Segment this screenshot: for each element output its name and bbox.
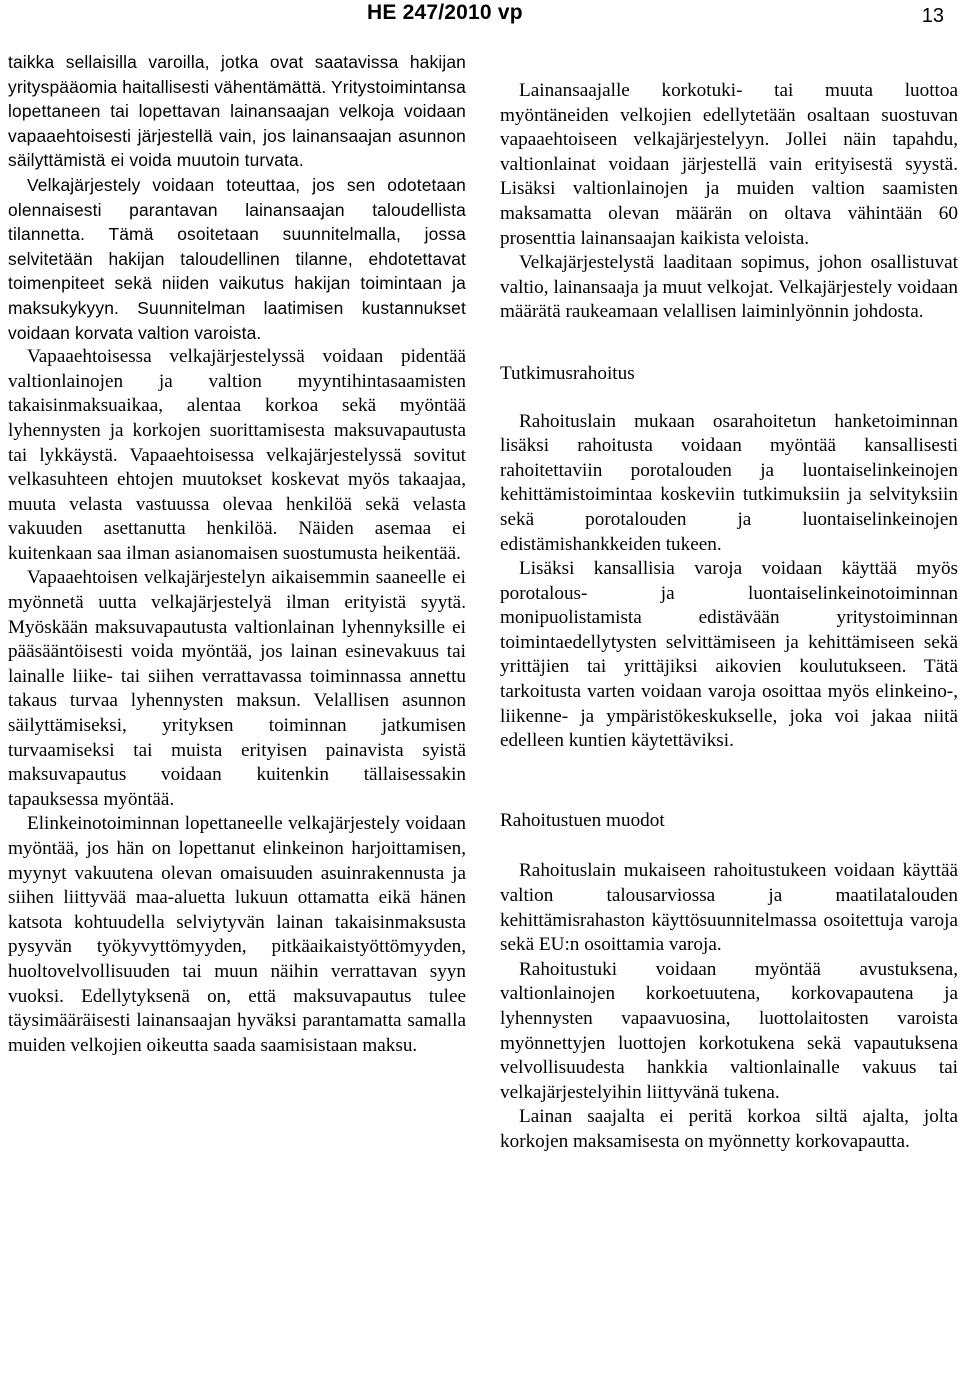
section-heading-rahoitustuen-muodot: Rahoitustuen muodot <box>500 809 665 831</box>
paragraph: Rahoitustuki voidaan myöntää avustuksena, valtionlainojen korkoetuutena, korkovapautena ja lyhennysten vapaavuosina, luottolaitosten varoista myönnettyjen luottojen korkotukena sekä vapautuksena velvollisuudesta hankkia valtionlainalle vakuus tai velkajärjestelyihin liittyvänä tukena. <box>500 958 958 1103</box>
paragraph: Vapaaehtoisen velkajärjestelyn aikaisemmin saaneelle ei myönnetä uutta velkajärjestelyä ilman erityistä syytä. Myöskään maksuvapautusta valtionlainan lyhennyksille ei pääsääntöisesti voida myöntää, jos lainan esinevakuus tai lainalle liike- tai siihen verrattavassa toiminnassa annettu takaus turvaa lyhennysten maksun. Velallisen asunnon säilyttämiseksi, yrityksen toiminnan jatkumisen turvaamiseksi tai muista erityisen painavista syistä maksuvapautus voidaan kuitenkin tällaisessakin tapauksessa myöntää. <box>8 567 466 810</box>
paragraph: Rahoituslain mukaan osarahoitetun hanketoiminnan lisäksi rahoitusta voidaan myöntää kansallisesti rahoitettaviin porotalouden ja luontaiselinkeinojen kehittämistoimintaa koskeviin tutkimuksiin ja selvityksiin sekä porotalouden ja luontaiselinkeinojen edistämishankkeiden tukeen. <box>500 410 958 555</box>
document-identifier: HE 247/2010 vp <box>367 1 523 24</box>
paragraph: Elinkeinotoiminnan lopettaneelle velkajärjestely voidaan myöntää, jos hän on lopettanut elinkeinon harjoittamisen, myynyt vakuutena olevan omaisuuden asuinrakennusta ja siihen liittyvää maa-aluetta lukuun ottamatta eikä hänen katsota kohtuudella selviytyvän lainan takaisinmaksusta pysyvän työkyvyttömyyden, pitkäaikaistyöttömyyden, huoltovelvollisuuden tai muun näihin verrattavan syyn vuoksi. Edellytyksenä on, että maksuvapautus tulee täysimääräisesti lainansaajan hyväksi parantamatta samalla muiden velkojien oikeutta saada saamisistaan maksu. <box>8 813 466 1056</box>
paragraph: Vapaaehtoisessa velkajärjestelyssä voidaan pidentää valtionlainojen ja valtion myyntihintasaamisten takaisinmaksuaikaa, alentaa korkoa sekä myöntää lyhennysten ja korkojen suorittamisesta maksuvapautusta tai lykkäystä. Vapaaehtoisessa velkajärjestelyssä sovitut velkasuhteen ehtojen muutokset koskevat myös takaajaa, muuta velasta vastuussa olevaa henkilöä sekä velasta vakuuden asettanutta henkilöä. Näiden asemaa ei kuitenkaan saa ilman asianomaisen suostumusta heikentää. <box>8 346 466 564</box>
left-column <box>8 50 466 1058</box>
paragraph: Rahoituslain mukaiseen rahoitustukeen voidaan käyttää valtion talousarviossa ja maatilatalouden kehittämisrahaston käyttösuunnitelmassa osoitettuja varoja sekä EU:n osoittamia varoja. <box>500 860 958 956</box>
running-header <box>0 0 960 32</box>
paragraph: Lainansaajalle korkotuki- tai muuta luottoa myöntäneiden velkojien edellytetään osaltaan suostuvan vapaaehtoiseen velkajärjestelyyn. Jollei näin tapahdu, valtionlainat voidaan järjestellä vain erityisestä syystä. Lisäksi valtionlainojen ja muiden valtion saamisten maksamatta olevan määrän on oltava vähintään 60 prosenttia lainansaajan kaikista veloista. <box>500 80 958 249</box>
paragraph: Velkajärjestelystä laaditaan sopimus, johon osallistuvat valtio, lainansaaja ja muut velkojat. Velkajärjestely voidaan määrätä raukeamaan velallisen laiminlyönnin johdosta. <box>500 252 958 323</box>
paragraph: Lainan saajalta ei peritä korkoa siltä ajalta, jolta korkojen maksamisesta on myönnetty korkovapautta. <box>500 1106 958 1152</box>
right-column <box>500 79 958 1155</box>
paragraph: Velkajärjestely voidaan toteuttaa, jos sen odotetaan olennaisesti parantavan lainansaajan taloudellista tilannetta. Tämä osoitetaan suunnitelmalla, jossa selvitetään hakijan taloudellinen tilanne, ehdotettavat toimenpiteet sekä niiden vaikutus hakijan toimintaan ja maksukykyyn. Suunnitelman laatimisen kustannukset voidaan korvata valtion varoista. <box>8 174 466 343</box>
paragraph-continued: taikka sellaisilla varoilla, jotka ovat saatavissa hakijan yrityspääomia haitallisesti vähentämättä. Yritystoimintansa lopettaneen tai lopettavan lainansaajan velkoja voidaan vapaaehtoisesti järjestellä vain, jos lainansaajan asunnon säilyttämistä ei voida muutoin turvata. <box>8 52 466 171</box>
paragraph: Lisäksi kansallisia varoja voidaan käyttää myös porotalous- ja luontaiselinkeinotoiminnan monipuolistamista edistävään yritystoiminnan toimintaedellytysten selvittämiseen ja kehittämiseen sekä yrittäjien tai yrittäjiksi aikovien koulutukseen. Tätä tarkoitusta varten voidaan varoja osoittaa myös elinkeino-, liikenne- ja ympäristökeskukselle, joka voi jakaa niitä edelleen kuntien käytettäviksi. <box>500 558 958 752</box>
section-heading-tutkimusrahoitus: Tutkimusrahoitus <box>500 362 635 384</box>
page-number: 13 <box>921 5 944 27</box>
